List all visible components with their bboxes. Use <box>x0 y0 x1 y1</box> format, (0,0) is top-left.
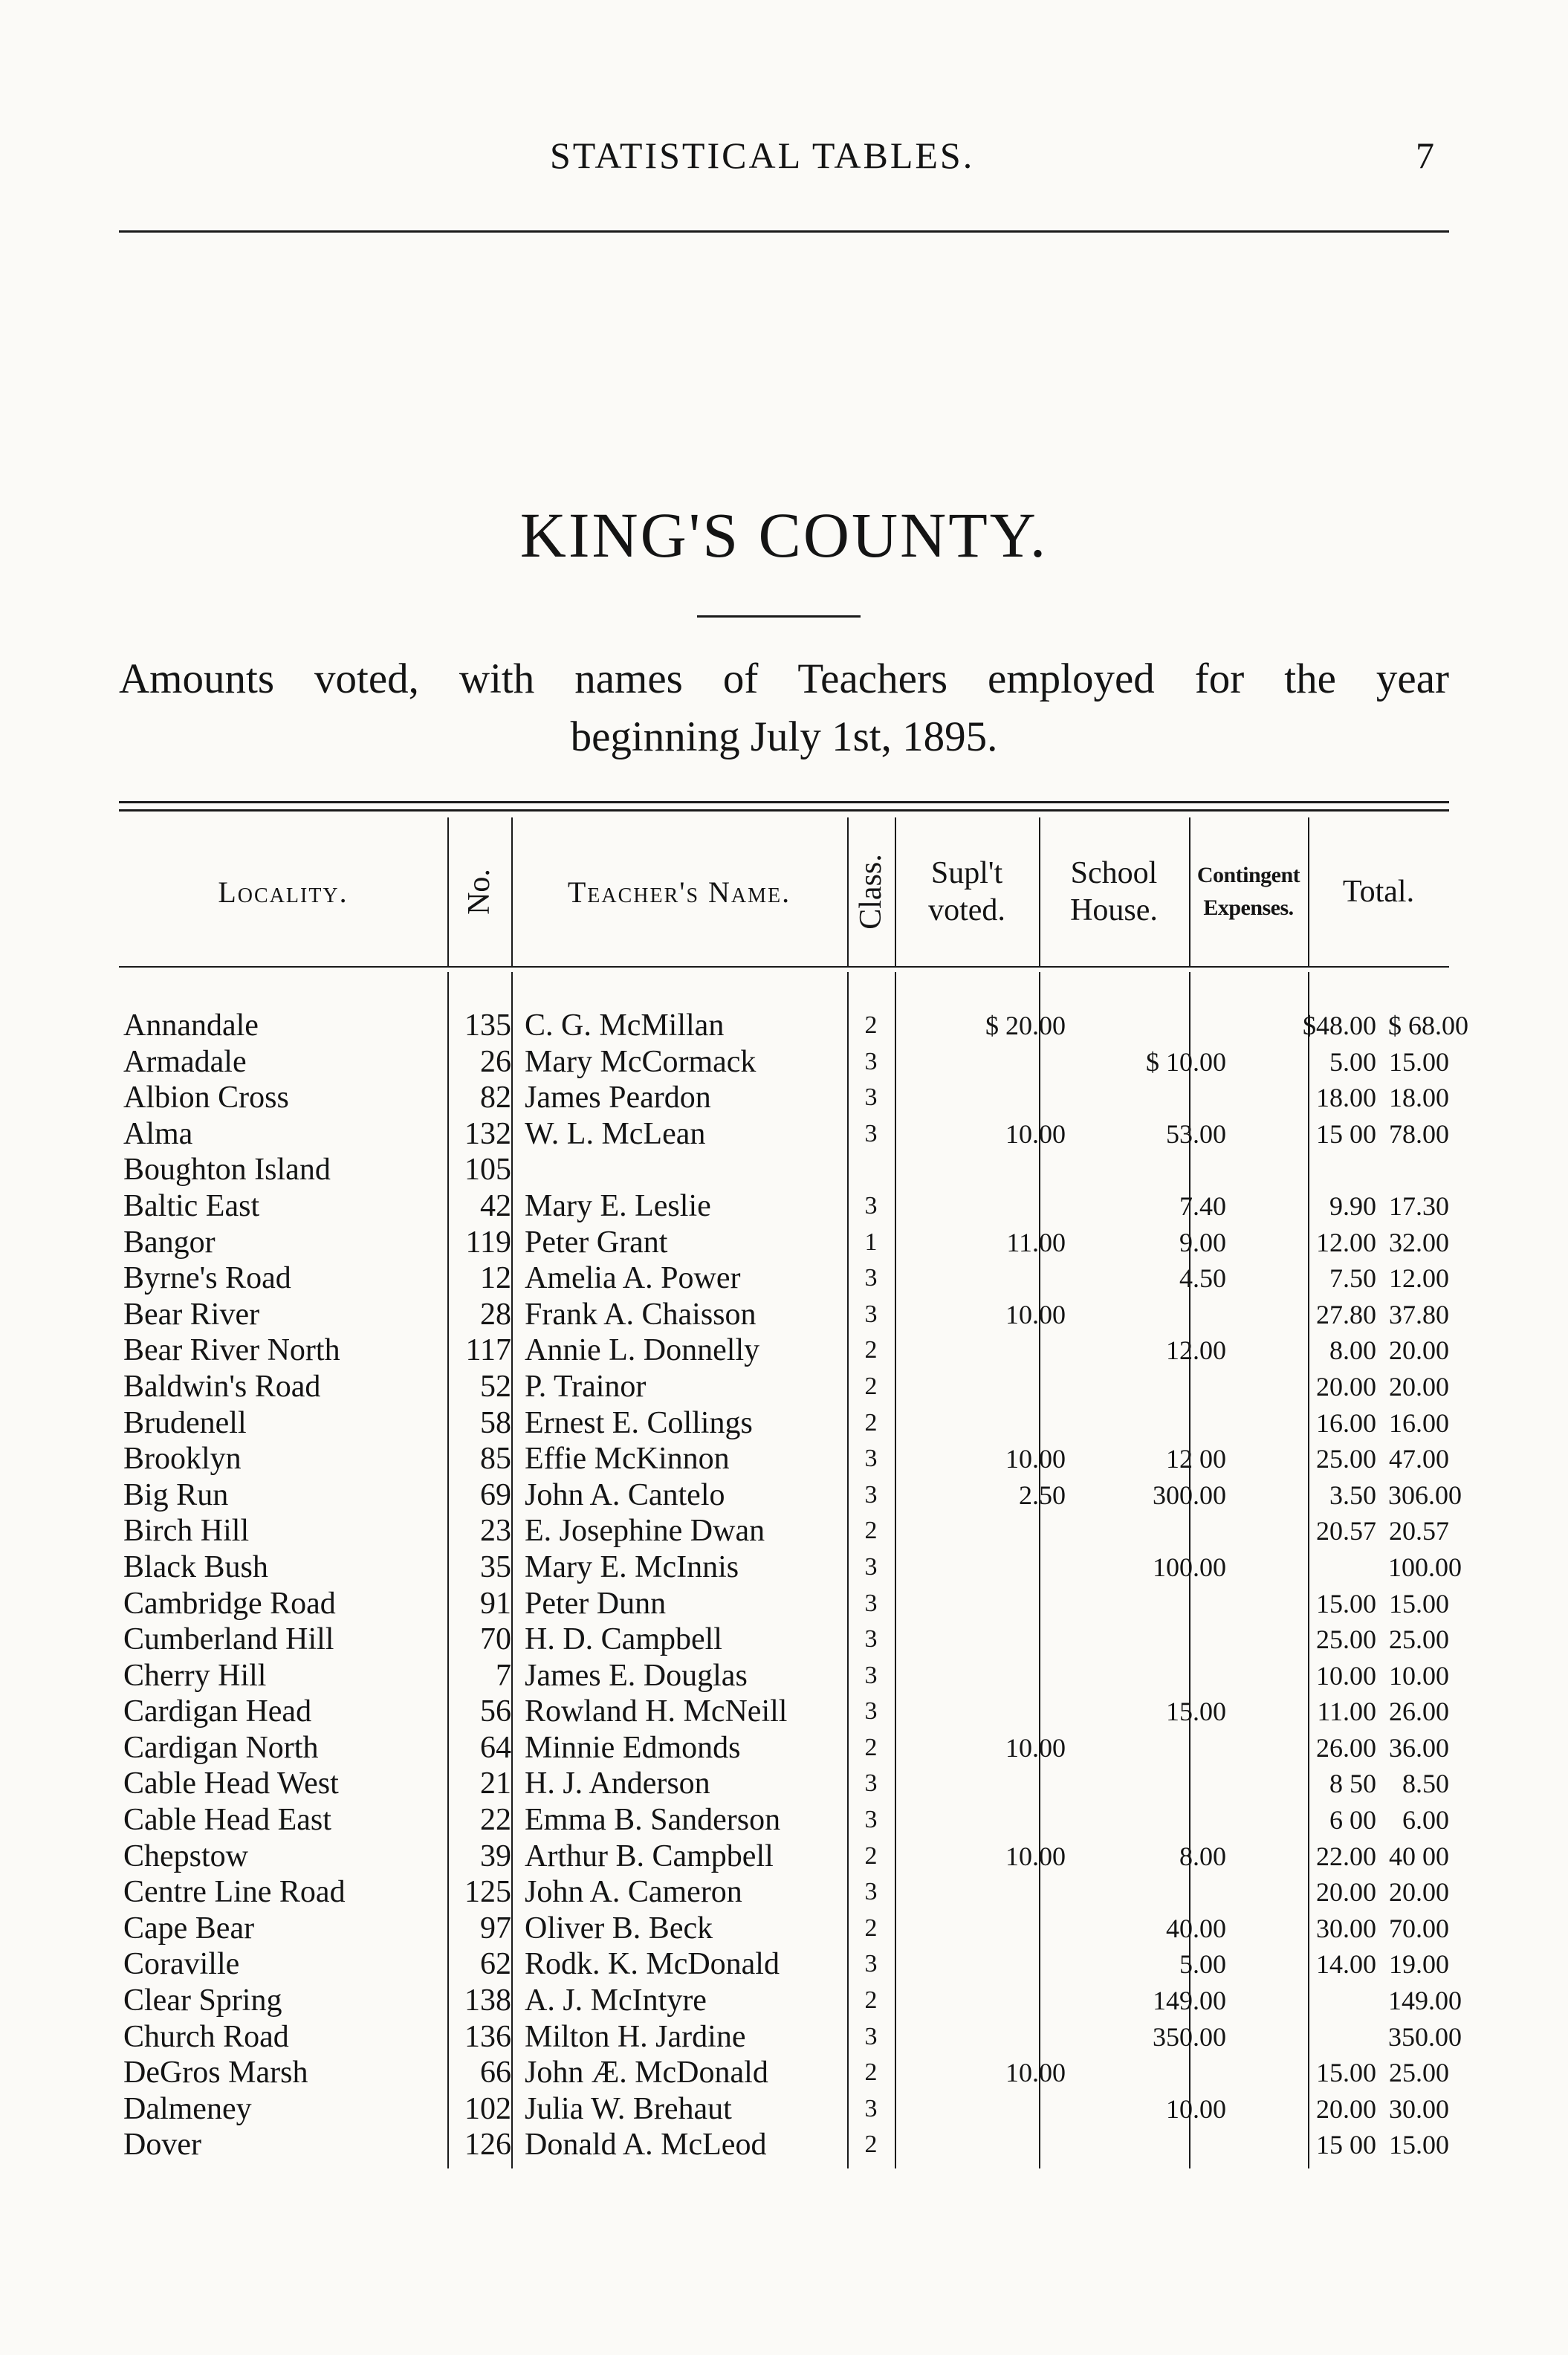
teacher-cell: John Æ. McDonald <box>525 2056 768 2090</box>
total-cell: 37.80 <box>1389 1299 1449 1329</box>
class-cell: 2 <box>864 1372 878 1400</box>
class-cell: 3 <box>864 1806 878 1834</box>
contingent-cell: 18.00 <box>1316 1083 1376 1113</box>
locality-cell: Cambridge Road <box>123 1586 336 1621</box>
number-cell: 132 <box>464 1116 511 1151</box>
supl-voted-cell: 10.00 <box>1005 1444 1066 1474</box>
locality-cell: Coraville <box>123 1947 240 1982</box>
number-cell: 39 <box>480 1839 511 1873</box>
contingent-cell: 25.00 <box>1316 1624 1376 1655</box>
teacher-cell: Mary E. McInnis <box>525 1549 739 1584</box>
school-house-cell: 40.00 <box>1166 1913 1226 1943</box>
total-cell: 100.00 <box>1388 1552 1462 1582</box>
number-cell: 26 <box>480 1044 511 1079</box>
total-cell: 70.00 <box>1389 1913 1449 1943</box>
teacher-cell: Peter Grant <box>525 1225 668 1260</box>
class-cell: 2 <box>864 2131 878 2159</box>
total-cell: 15.00 <box>1389 1046 1449 1077</box>
class-cell: 3 <box>864 2022 878 2050</box>
school-house-cell: 4.50 <box>1179 1263 1226 1294</box>
school-house-cell: $ 10.00 <box>1146 1046 1226 1077</box>
class-cell: 3 <box>864 1552 878 1581</box>
header-bottom-rule <box>119 966 1449 968</box>
number-cell: 35 <box>480 1549 511 1584</box>
table-row <box>119 1369 1449 1405</box>
total-cell: 20.00 <box>1389 1335 1449 1366</box>
class-cell: 3 <box>864 1697 878 1726</box>
table-row <box>119 1658 1449 1694</box>
locality-cell: Church Road <box>123 2019 289 2054</box>
school-house-cell: 12.00 <box>1166 1335 1226 1366</box>
teacher-cell: Effie McKinnon <box>525 1442 730 1477</box>
contingent-cell: 8.00 <box>1329 1335 1376 1366</box>
table-row <box>119 1946 1449 1983</box>
locality-cell: Boughton Island <box>123 1153 331 1188</box>
table-row <box>119 1297 1449 1333</box>
total-cell: $ 68.00 <box>1388 1011 1468 1040</box>
number-cell: 56 <box>480 1694 511 1729</box>
total-cell: 306.00 <box>1388 1480 1462 1510</box>
table-row <box>119 1332 1449 1369</box>
class-cell: 3 <box>864 1300 878 1328</box>
total-cell: 8.50 <box>1402 1769 1449 1799</box>
total-cell: 36.00 <box>1389 1732 1449 1763</box>
table-row <box>119 1405 1449 1442</box>
supl-voted-cell: 10.00 <box>1005 2058 1066 2088</box>
number-cell: 126 <box>464 2128 511 2163</box>
contingent-cell: 8 50 <box>1329 1769 1376 1799</box>
table-row <box>119 1730 1449 1766</box>
teacher-cell: James E. Douglas <box>525 1658 748 1693</box>
teacher-cell: C. G. McMillan <box>525 1008 725 1043</box>
page-number: 7 <box>1416 135 1434 176</box>
table-row <box>119 1586 1449 1622</box>
supl-voted-cell: 10.00 <box>1005 1299 1066 1329</box>
table-row <box>119 1260 1449 1297</box>
class-cell: 2 <box>864 2058 878 2087</box>
locality-cell: Dalmeney <box>123 2091 252 2126</box>
number-cell: 62 <box>480 1947 511 1982</box>
table-row <box>119 1874 1449 1911</box>
contingent-cell: $48.00 <box>1303 1011 1376 1040</box>
class-cell: 3 <box>864 2094 878 2122</box>
locality-cell: Birch Hill <box>123 1514 250 1549</box>
locality-cell: Cable Head West <box>123 1766 339 1801</box>
total-cell: 10.00 <box>1389 1660 1449 1691</box>
class-cell: 2 <box>864 1841 878 1870</box>
table-row <box>119 1441 1449 1477</box>
table-row <box>119 1911 1449 1947</box>
locality-cell: Centre Line Road <box>123 1875 346 1910</box>
contingent-cell: 22.00 <box>1316 1841 1376 1871</box>
table-row <box>119 1983 1462 2019</box>
total-cell: 32.00 <box>1389 1227 1449 1257</box>
teachers-table <box>119 801 1468 2168</box>
locality-cell: Byrne's Road <box>123 1261 291 1296</box>
locality-cell: Cherry Hill <box>123 1658 267 1693</box>
class-cell: 3 <box>864 1264 878 1292</box>
locality-cell: Black Bush <box>123 1549 268 1584</box>
class-cell: 3 <box>864 1047 878 1075</box>
contingent-cell: 16.00 <box>1316 1408 1376 1438</box>
table-row <box>119 1044 1449 1081</box>
number-cell: 97 <box>480 1911 511 1946</box>
number-cell: 22 <box>480 1803 511 1838</box>
number-cell: 52 <box>480 1369 511 1404</box>
total-cell: 30.00 <box>1389 2093 1449 2124</box>
teacher-cell: Rowland H. McNeill <box>525 1694 788 1729</box>
locality-cell: Clear Spring <box>123 1983 282 2018</box>
table-row <box>119 1116 1449 1153</box>
supl-voted-cell: 10.00 <box>1005 1841 1066 1871</box>
total-cell: 15.00 <box>1389 1588 1449 1619</box>
contingent-cell: 10.00 <box>1316 1660 1376 1691</box>
school-house-cell: 53.00 <box>1166 1118 1226 1149</box>
supl-voted-cell: 2.50 <box>1019 1480 1066 1510</box>
teacher-cell: Emma B. Sanderson <box>525 1803 781 1838</box>
contingent-cell: 15.00 <box>1316 1588 1376 1619</box>
table-row <box>119 1694 1449 1730</box>
number-cell: 42 <box>480 1188 511 1223</box>
contingent-cell: 7.50 <box>1329 1263 1376 1294</box>
teacher-cell: Arthur B. Campbell <box>525 1839 774 1873</box>
teacher-cell: Milton H. Jardine <box>525 2019 746 2054</box>
header-no-label: No. <box>462 869 496 915</box>
contingent-cell: 20.00 <box>1316 2093 1376 2124</box>
contingent-cell: 6 00 <box>1329 1805 1376 1836</box>
running-head <box>0 134 1568 178</box>
class-cell: 3 <box>864 1480 878 1509</box>
table-row <box>119 2055 1449 2091</box>
school-house-cell: 300.00 <box>1153 1480 1226 1510</box>
number-cell: 64 <box>480 1730 511 1765</box>
teacher-cell: Annie L. Donnelly <box>525 1333 760 1368</box>
total-cell: 47.00 <box>1389 1444 1449 1474</box>
total-cell: 20.00 <box>1389 1877 1449 1908</box>
teacher-cell: Julia W. Brehaut <box>525 2091 732 2126</box>
table-row <box>119 1622 1449 1658</box>
teacher-cell: Ernest E. Collings <box>525 1405 753 1440</box>
teacher-cell: Amelia A. Power <box>525 1261 741 1296</box>
table-row <box>119 1080 1449 1116</box>
locality-cell: Baltic East <box>123 1188 260 1223</box>
locality-cell: Albion Cross <box>123 1081 289 1115</box>
teacher-cell: Peter Dunn <box>525 1586 667 1621</box>
header-supl: Supl't voted. <box>928 856 1005 927</box>
school-house-cell: 350.00 <box>1153 2021 1226 2052</box>
class-cell: 3 <box>864 1589 878 1617</box>
contingent-cell: 15 00 <box>1316 1118 1376 1149</box>
total-cell: 78.00 <box>1389 1118 1449 1149</box>
table-row <box>119 1513 1449 1549</box>
school-house-cell: 100.00 <box>1153 1552 1226 1582</box>
locality-cell: Brudenell <box>123 1405 247 1440</box>
locality-cell: Annandale <box>123 1008 259 1043</box>
teacher-cell: A. J. McIntyre <box>525 1983 707 2018</box>
school-house-cell: 8.00 <box>1179 1841 1226 1871</box>
number-cell: 136 <box>464 2019 511 2054</box>
contingent-cell: 14.00 <box>1316 1949 1376 1980</box>
header-contingent: Contingent Expenses. <box>1196 863 1300 920</box>
header-rule <box>119 230 1449 233</box>
teacher-cell: John A. Cantelo <box>525 1477 725 1512</box>
contingent-cell: 30.00 <box>1316 1913 1376 1943</box>
class-cell: 3 <box>864 1769 878 1798</box>
total-cell: 12.00 <box>1389 1263 1449 1294</box>
total-cell: 26.00 <box>1389 1697 1449 1727</box>
number-cell: 23 <box>480 1514 511 1549</box>
teacher-cell: E. Josephine Dwan <box>525 1514 765 1549</box>
total-cell: 18.00 <box>1389 1083 1449 1113</box>
school-house-cell: 5.00 <box>1179 1949 1226 1980</box>
teacher-cell: Frank A. Chaisson <box>525 1297 757 1332</box>
total-cell: 16.00 <box>1389 1408 1449 1438</box>
locality-cell: Brooklyn <box>123 1442 242 1477</box>
running-title: STATISTICAL TABLES. <box>550 135 975 176</box>
locality-cell: Bangor <box>123 1225 216 1260</box>
total-cell: 25.00 <box>1389 1624 1449 1655</box>
header-no <box>447 817 511 966</box>
contingent-cell: 11.00 <box>1317 1697 1376 1727</box>
number-cell: 7 <box>496 1658 511 1693</box>
header-locality: Locality. <box>218 875 349 909</box>
teacher-cell: Oliver B. Beck <box>525 1911 713 1946</box>
header-class <box>847 817 895 966</box>
number-cell: 28 <box>480 1297 511 1332</box>
class-cell: 3 <box>864 1191 878 1219</box>
table-body <box>119 1008 1468 2163</box>
locality-cell: DeGros Marsh <box>123 2056 308 2090</box>
school-house-cell: 9.00 <box>1179 1227 1226 1257</box>
class-cell: 1 <box>864 1228 878 1256</box>
locality-cell: Baldwin's Road <box>123 1369 321 1404</box>
number-cell: 117 <box>465 1333 511 1368</box>
table-row <box>119 1839 1449 1875</box>
contingent-cell: 15.00 <box>1316 2058 1376 2088</box>
number-cell: 105 <box>464 1153 511 1188</box>
table-row <box>119 2019 1462 2056</box>
subtitle-line-1: Amounts voted, with names of Teachers employed for the year <box>119 655 1449 702</box>
locality-cell: Big Run <box>123 1477 229 1512</box>
number-cell: 102 <box>464 2091 511 2126</box>
class-cell: 2 <box>864 1733 878 1761</box>
header-total: Total. <box>1342 875 1415 909</box>
number-cell: 66 <box>480 2056 511 2090</box>
number-cell: 119 <box>465 1225 511 1260</box>
contingent-cell: 20.00 <box>1316 1371 1376 1402</box>
class-cell: 2 <box>864 1986 878 2015</box>
contingent-cell: 20.57 <box>1316 1516 1376 1546</box>
subtitle <box>119 650 1449 766</box>
number-cell: 135 <box>464 1008 511 1043</box>
locality-cell: Bear River North <box>123 1333 340 1368</box>
total-cell: 6.00 <box>1402 1805 1449 1836</box>
contingent-cell: 9.90 <box>1329 1191 1376 1221</box>
title-divider <box>697 615 861 618</box>
table-row <box>119 1152 1449 1188</box>
locality-cell: Chepstow <box>123 1839 248 1873</box>
number-cell: 125 <box>464 1875 511 1910</box>
teacher-cell: Mary E. Leslie <box>525 1188 711 1223</box>
number-cell: 21 <box>480 1766 511 1801</box>
number-cell: 70 <box>480 1622 511 1657</box>
school-house-cell: 7.40 <box>1179 1191 1226 1221</box>
total-cell: 350.00 <box>1388 2021 1462 2052</box>
number-cell: 91 <box>480 1586 511 1621</box>
contingent-cell: 5.00 <box>1329 1046 1376 1077</box>
locality-cell: Alma <box>123 1116 193 1151</box>
total-cell: 25.00 <box>1389 2058 1449 2088</box>
page-title: KING'S COUNTY. <box>519 499 1049 571</box>
supl-voted-cell: 10.00 <box>1005 1732 1066 1763</box>
teacher-cell: James Peardon <box>525 1081 711 1115</box>
supl-voted-cell: $ 20.00 <box>985 1011 1066 1040</box>
table-row <box>119 1766 1449 1802</box>
number-cell: 138 <box>464 1983 511 2018</box>
total-cell: 149.00 <box>1388 1986 1462 2016</box>
number-cell: 12 <box>480 1261 511 1296</box>
contingent-cell: 15 00 <box>1316 2130 1376 2160</box>
locality-cell: Cape Bear <box>123 1911 255 1946</box>
locality-cell: Cable Head East <box>123 1803 331 1838</box>
school-house-cell: 12 00 <box>1166 1444 1226 1474</box>
class-cell: 2 <box>864 1914 878 1942</box>
teacher-cell: W. L. McLean <box>525 1116 706 1151</box>
school-house-cell: 15.00 <box>1166 1697 1226 1727</box>
teacher-cell: H. D. Campbell <box>525 1622 722 1657</box>
locality-cell: Bear River <box>123 1297 260 1332</box>
teacher-cell: Minnie Edmonds <box>525 1730 741 1765</box>
table-row <box>119 1477 1462 1514</box>
table-row <box>119 1802 1449 1839</box>
class-cell: 2 <box>864 1011 878 1039</box>
total-cell: 17.30 <box>1389 1191 1449 1221</box>
number-cell: 69 <box>480 1477 511 1512</box>
contingent-cell: 20.00 <box>1316 1877 1376 1908</box>
class-cell: 2 <box>864 1408 878 1436</box>
class-cell: 3 <box>864 1445 878 1473</box>
class-cell: 2 <box>864 1336 878 1364</box>
subtitle-line-2: beginning July 1st, 1895. <box>570 713 998 760</box>
teacher-cell: P. Trainor <box>525 1369 647 1404</box>
table-row <box>119 2091 1449 2128</box>
header-teacher: Teacher's Name. <box>567 875 791 909</box>
class-cell: 3 <box>864 1878 878 1906</box>
number-cell: 85 <box>480 1442 511 1477</box>
teacher-cell: John A. Cameron <box>525 1875 742 1910</box>
class-cell: 3 <box>864 1083 878 1112</box>
locality-cell: Dover <box>123 2128 201 2163</box>
locality-cell: Cumberland Hill <box>123 1622 334 1657</box>
header-school: School House. <box>1070 856 1158 927</box>
total-cell: 20.57 <box>1389 1516 1449 1546</box>
table-row <box>119 1188 1449 1225</box>
locality-cell: Armadale <box>123 1044 247 1079</box>
school-house-cell: 10.00 <box>1166 2093 1226 2124</box>
table-row <box>119 1225 1449 1261</box>
locality-cell: Cardigan Head <box>123 1694 312 1729</box>
table-row <box>119 2127 1449 2163</box>
class-cell: 3 <box>864 1950 878 1978</box>
teacher-cell: Mary McCormack <box>525 1044 757 1079</box>
header-class-label: Class. <box>854 854 889 930</box>
contingent-cell: 26.00 <box>1316 1732 1376 1763</box>
contingent-cell: 25.00 <box>1316 1444 1376 1474</box>
number-cell: 58 <box>480 1405 511 1440</box>
contingent-cell: 3.50 <box>1329 1480 1376 1510</box>
teacher-cell: Rodk. K. McDonald <box>525 1947 780 1982</box>
class-cell: 3 <box>864 1119 878 1147</box>
table-row <box>119 1549 1462 1586</box>
teacher-cell: Donald A. McLeod <box>525 2128 767 2163</box>
contingent-cell: 12.00 <box>1316 1227 1376 1257</box>
table-row <box>119 1008 1468 1044</box>
supl-voted-cell: 10.00 <box>1005 1118 1066 1149</box>
total-cell: 20.00 <box>1389 1371 1449 1402</box>
total-cell: 15.00 <box>1389 2130 1449 2160</box>
class-cell: 2 <box>864 1517 878 1545</box>
number-cell: 82 <box>480 1081 511 1115</box>
class-cell: 3 <box>864 1625 878 1653</box>
total-cell: 40 00 <box>1389 1841 1449 1871</box>
class-cell: 3 <box>864 1661 878 1689</box>
total-cell: 19.00 <box>1389 1949 1449 1980</box>
table-top-rule <box>119 801 1449 803</box>
locality-cell: Cardigan North <box>123 1730 319 1765</box>
contingent-cell: 27.80 <box>1316 1299 1376 1329</box>
supl-voted-cell: 11.00 <box>1006 1227 1066 1257</box>
teacher-cell: H. J. Anderson <box>525 1766 710 1801</box>
school-house-cell: 149.00 <box>1153 1986 1226 2016</box>
table-top-rule-inner <box>119 809 1449 812</box>
